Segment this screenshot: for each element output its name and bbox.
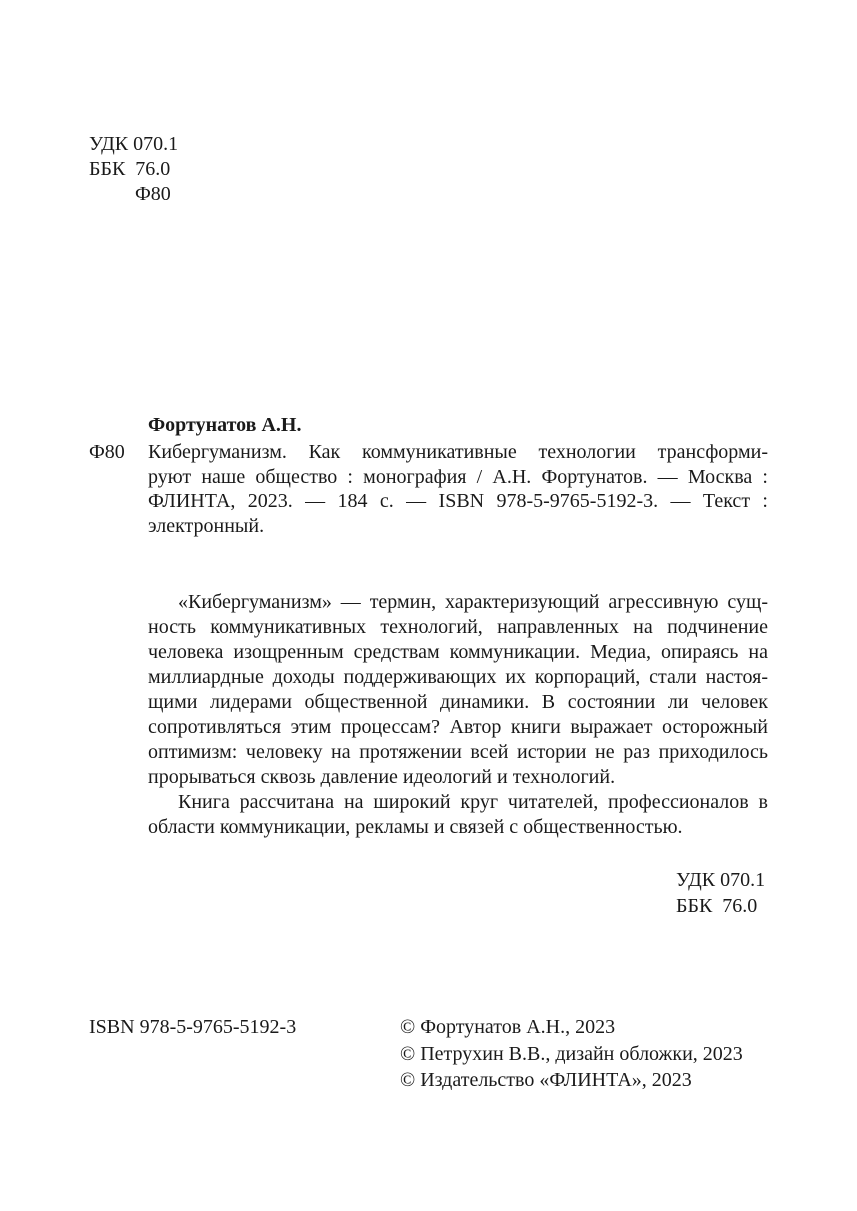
- biblio-line: электронный.: [148, 514, 265, 537]
- annotation-line: Книга рассчитана на широкий круг читателей, профессионалов в: [178, 791, 768, 813]
- entry-cutter-code: Ф80: [89, 441, 125, 463]
- annotation-line: сопротивляться этим процессам? Автор книги выражает осторожный: [148, 716, 768, 738]
- bbk-code-bottom: ББК 76.0: [676, 895, 758, 917]
- annotation-line: прорываться сквозь давление идеологий и технологий.: [148, 766, 616, 788]
- copyright-line: © Фортунатов А.Н., 2023: [400, 1016, 616, 1038]
- annotation: [148, 590, 768, 840]
- bibliographic-description: [148, 440, 768, 538]
- biblio-line: руют наше общество : монография / А.Н. Фортунатов. — Москва :: [148, 465, 768, 488]
- annotation-line: миллиардные доходы поддерживающих их корпораций, стали настоя-: [148, 666, 768, 688]
- copyright-line: © Издательство «ФЛИНТА», 2023: [400, 1069, 692, 1091]
- udk-code: УДК 070.1: [89, 133, 179, 155]
- annotation-line: «Кибергуманизм» — термин, характеризующий агрессивную сущ-: [178, 591, 768, 613]
- copyright-line: © Петрухин В.В., дизайн обложки, 2023: [400, 1042, 743, 1065]
- cutter-code: Ф80: [135, 183, 171, 205]
- annotation-line: области коммуникации, рекламы и связей с общественностью.: [148, 816, 683, 838]
- udk-code-bottom: УДК 070.1: [676, 869, 766, 891]
- top-classification: [89, 132, 178, 207]
- biblio-line: Кибергуманизм. Как коммуникативные технологии трансформи-: [148, 441, 768, 463]
- author-name: Фортунатов А.Н.: [148, 414, 302, 436]
- bbk-code: ББК 76.0: [89, 158, 171, 180]
- bottom-classification: [676, 868, 765, 920]
- annotation-line: оптимизм: человеку на протяжении всей истории не раз приходилось: [148, 741, 768, 763]
- isbn: ISBN 978-5-9765-5192-3: [89, 1016, 297, 1038]
- annotation-line: человека изощренным средствам коммуникации. Медиа, опираясь на: [148, 641, 768, 663]
- annotation-line: щими лидерами общественной динамики. В состоянии ли человек: [148, 691, 768, 713]
- annotation-line: ность коммуникативных технологий, направленных на подчинение: [148, 616, 768, 638]
- copyright-block: [400, 1015, 743, 1095]
- biblio-line: ФЛИНТА, 2023. — 184 с. — ISBN 978-5-9765-5192-3. — Текст :: [148, 490, 768, 512]
